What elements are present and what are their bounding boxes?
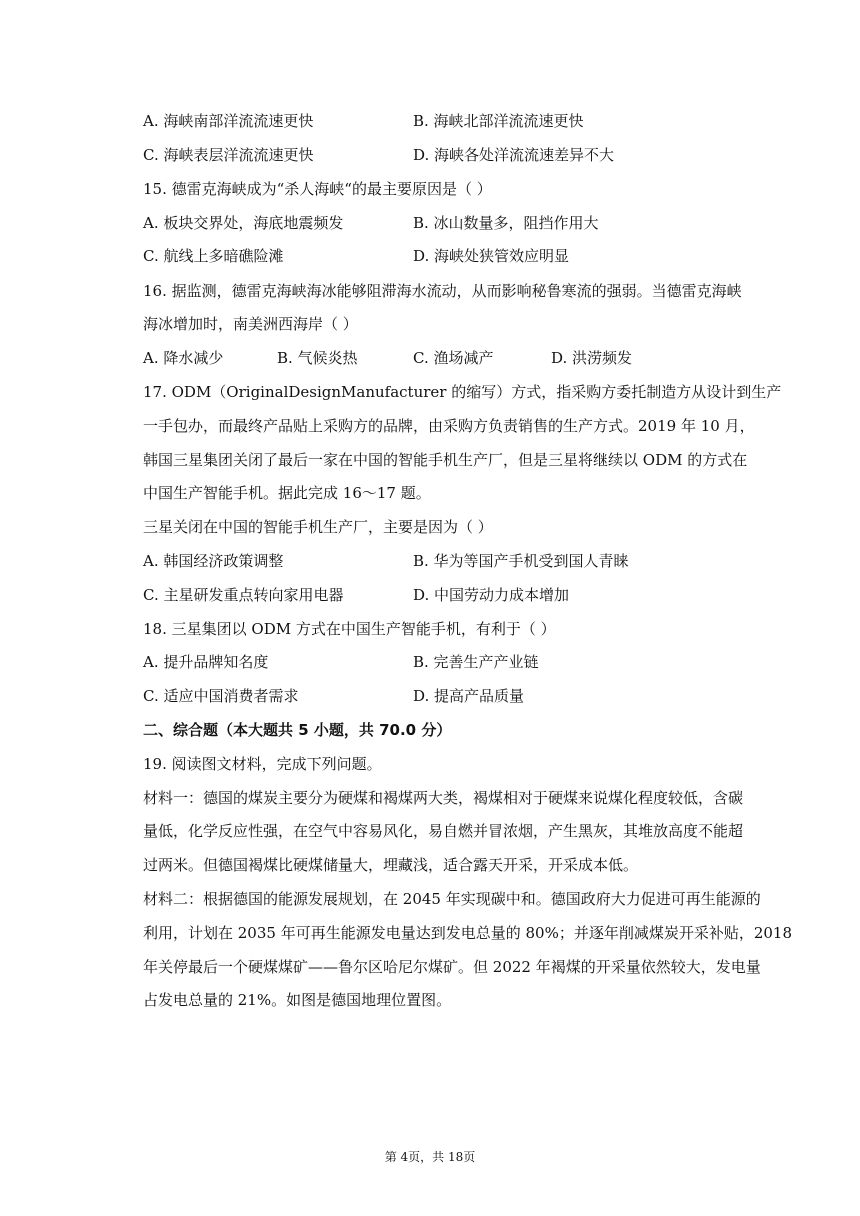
q18-option-c[interactable]: C. 适应中国消费者需求	[143, 687, 299, 705]
q15-option-b[interactable]: B. 冰山数量多，阻挡作用大	[413, 214, 599, 232]
q19-material1-line-1: 材料一：德国的煤炭主要分为硬煤和褐煤两大类，褐煤相对于硬煤来说煤化程度较低，含碳	[143, 789, 744, 807]
q16-stem-line-2: 海冰增加时，南美洲西海岸（ ）	[143, 315, 358, 333]
q17-material-line-2: 一手包办，而最终产品贴上采购方的品牌，由采购方负责销售的生产方式。2019 年 10 月，	[143, 417, 755, 435]
q14-option-d[interactable]: D. 海峡各处洋流流速差异不大	[413, 146, 615, 164]
q14-option-a[interactable]: A. 海峡南部洋流流速更快	[143, 112, 314, 130]
q16-option-d[interactable]: D. 洪涝频发	[551, 349, 633, 367]
q15-option-d[interactable]: D. 海峡处狭管效应明显	[413, 247, 570, 265]
q17-material-line-3: 韩国三星集团关闭了最后一家在中国的智能手机生产厂，但是三星将继续以 ODM 的方式在	[143, 451, 748, 469]
q19-stem: 19. 阅读图文材料，完成下列问题。	[143, 755, 382, 773]
q17-stem: 三星关闭在中国的智能手机生产厂，主要是因为（ ）	[143, 518, 493, 536]
q18-option-d[interactable]: D. 提高产品质量	[413, 687, 525, 705]
q19-material1-line-2: 量低，化学反应性强，在空气中容易风化，易自燃并冒浓烟，产生黑灰，其堆放高度不能超	[143, 822, 744, 840]
q17-option-b[interactable]: B. 华为等国产手机受到国人青睐	[413, 552, 629, 570]
q19-material2-line-3: 年关停最后一个硬煤煤矿——鲁尔区哈尼尔煤矿。但 2022 年褐煤的开采量依然较大，发电量	[143, 958, 761, 976]
q15-option-a[interactable]: A. 板块交界处，海底地震频发	[143, 214, 344, 232]
q19-material1-line-3: 过两米。但德国褐煤比硬煤储量大，埋藏浅，适合露天开采，开采成本低。	[143, 856, 639, 874]
q18-option-b[interactable]: B. 完善生产产业链	[413, 653, 539, 671]
q16-option-a[interactable]: A. 降水减少	[143, 349, 224, 367]
q14-option-c[interactable]: C. 海峡表层洋流流速更快	[143, 146, 314, 164]
section-heading: 二、综合题（本大题共 5 小题，共 70.0 分）	[143, 721, 452, 739]
q16-option-b[interactable]: B. 气候炎热	[277, 349, 358, 367]
q19-material2-line-1: 材料二：根据德国的能源发展规划，在 2045 年实现碳中和。德国政府大力促进可再生能源的	[143, 890, 761, 908]
q18-option-a[interactable]: A. 提升品牌知名度	[143, 653, 269, 671]
q17-material-line-1: 17. ODM（OriginalDesignManufacturer 的缩写）方式，指采购方委托制造方从设计到生产	[143, 383, 782, 401]
q19-material2-line-2: 利用，计划在 2035 年可再生能源发电量达到发电总量的 80%；并逐年削减煤炭开采补贴，2018	[143, 924, 792, 942]
q17-material-line-4: 中国生产智能手机。据此完成 16～17 题。	[143, 484, 431, 502]
q18-stem: 18. 三星集团以 ODM 方式在中国生产智能手机，有利于（ ）	[143, 620, 556, 638]
q17-option-a[interactable]: A. 韩国经济政策调整	[143, 552, 284, 570]
q14-option-b[interactable]: B. 海峡北部洋流流速更快	[413, 112, 584, 130]
q19-material2-line-4: 占发电总量的 21%。如图是德国地理位置图。	[143, 991, 452, 1009]
q17-option-d[interactable]: D. 中国劳动力成本增加	[413, 586, 570, 604]
page-footer: 第 4页，共 18页	[384, 1150, 476, 1164]
q17-option-c[interactable]: C. 主星研发重点转向家用电器	[143, 586, 344, 604]
q16-option-c[interactable]: C. 渔场减产	[413, 349, 494, 367]
q15-option-c[interactable]: C. 航线上多暗礁险滩	[143, 247, 284, 265]
q16-stem-line-1: 16. 据监测，德雷克海峡海冰能够阻滞海水流动，从而影响秘鲁寒流的强弱。当德雷克海峡	[143, 282, 742, 300]
q15-stem: 15. 德雷克海峡成为“杀人海峡“的最主要原因是（ ）	[143, 180, 492, 198]
